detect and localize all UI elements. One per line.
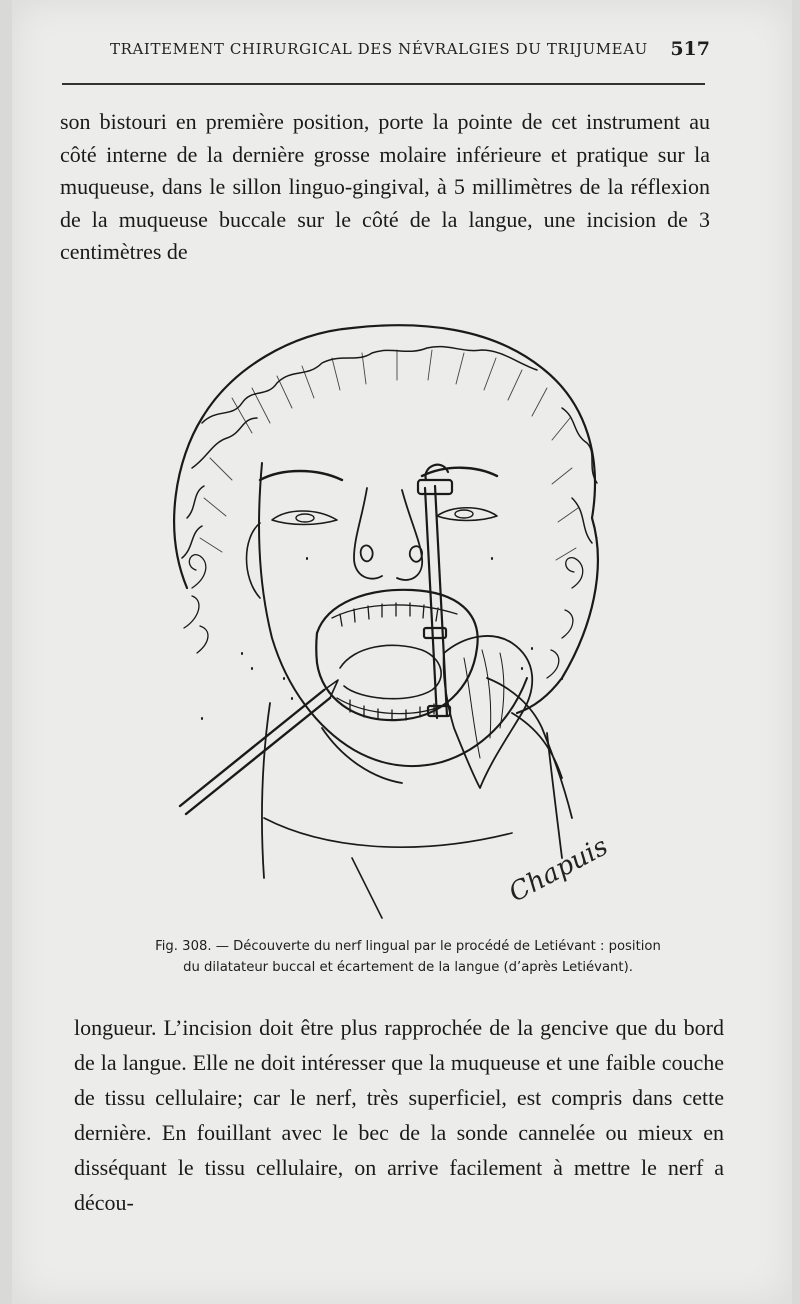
- caption-line-2: du dilatateur buccal et écartement de la langue (d’après Letiévant).: [183, 960, 633, 975]
- paragraph-bottom: longueur. L’incision doit être plus rapprochée de la gencive que du bord de la langue. Elle ne doit intéresser que la muqueuse et une faible couche de tissu cellulaire; car le nerf, très superficiel, est compris dans cette dernière. En fouillant avec le bec de la sonde cannelée ou mieux en disséquant le tissu cellulaire, on arrive facilement à mettre le nerf a décou-: [74, 1015, 724, 1215]
- left-pupil: [296, 514, 314, 522]
- hair-curls-left: [184, 555, 208, 653]
- hair-waves-2: [182, 408, 597, 558]
- figure-caption: [88, 936, 728, 978]
- collar-lines: [264, 818, 512, 918]
- tongue: [340, 645, 441, 698]
- upper-teeth: [332, 603, 457, 626]
- header-rule: [62, 83, 705, 85]
- figure-illustration: [92, 258, 732, 938]
- paragraph-top: son bistouri en première position, porte la pointe de cet instrument au côté interne de la dernière grosse molaire inférieure et pratique sur la muqueuse, dans le sillon linguo-gingival, à 5 millimètres de la réflexion de la muqueuse buccale sur le côté de la langue, une incision de 3 centimètres de: [60, 109, 710, 264]
- hair-hatching: [200, 350, 578, 560]
- hair-waves-1: [202, 347, 537, 423]
- caption-line-1: Fig. 308. — Découverte du nerf lingual par le procédé de Letiévant : position: [155, 939, 661, 954]
- nose: [354, 488, 422, 580]
- running-header: [92, 38, 712, 64]
- left-eyebrow: [260, 471, 342, 480]
- hair-curls-right: [547, 558, 583, 678]
- page-number: 517: [670, 38, 710, 60]
- nostrils: [361, 545, 422, 561]
- cloth-folds: [464, 650, 504, 758]
- book-page: [12, 0, 792, 1304]
- engraving-drawing: [92, 258, 732, 938]
- probe-tip: [324, 680, 338, 698]
- neck: [262, 703, 562, 878]
- hair-outline: [174, 325, 598, 713]
- right-eyebrow: [422, 468, 497, 476]
- right-pupil: [455, 510, 473, 518]
- artist-signature: Chapuis: [504, 831, 613, 909]
- running-title: TRAITEMENT CHIRURGICAL DES NÉVRALGIES DU TRIJUMEAU: [110, 40, 648, 58]
- shading-dots: [202, 558, 562, 719]
- left-ear: [247, 523, 261, 598]
- lower-teeth: [337, 698, 442, 720]
